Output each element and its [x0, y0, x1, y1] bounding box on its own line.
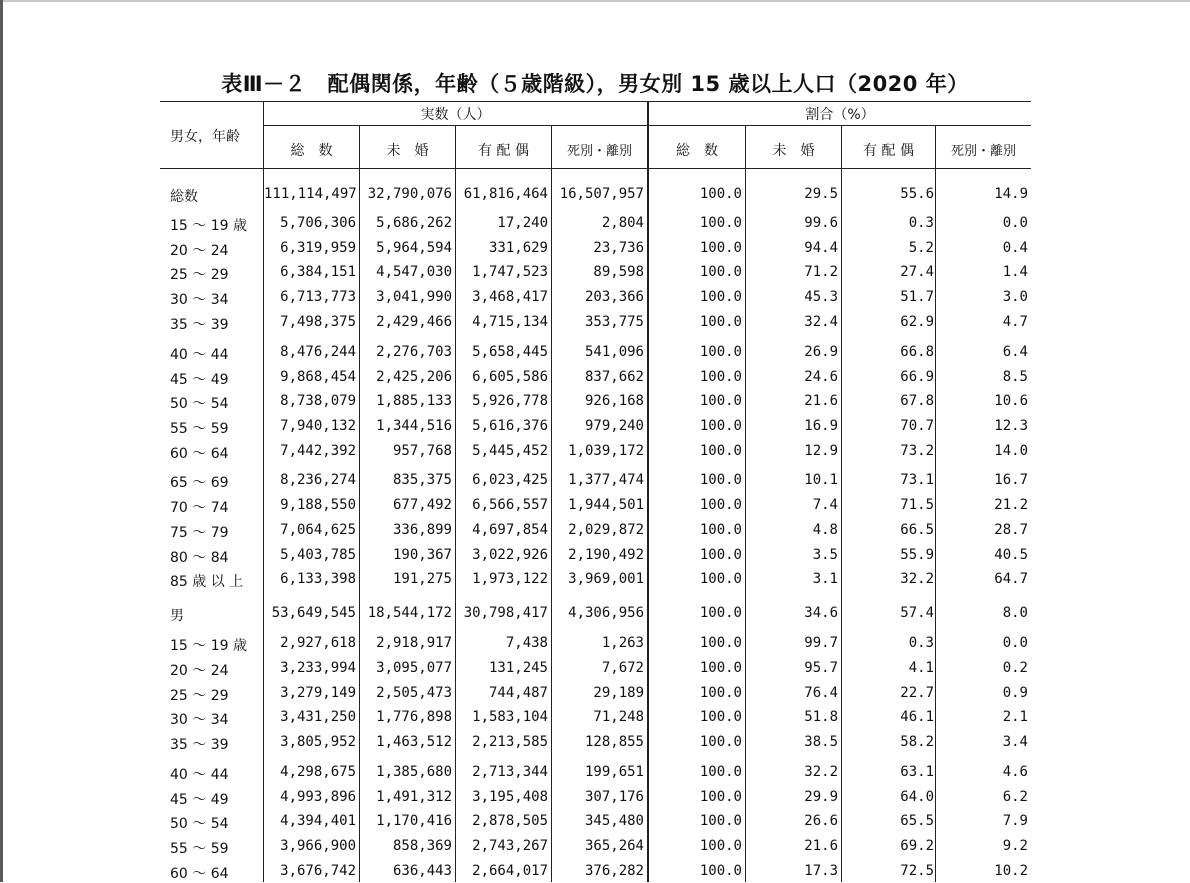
table-cell: 100.0: [699, 571, 742, 587]
row-label: 15 ～ 19 歳: [170, 638, 247, 654]
table-cell: 28.7: [994, 522, 1028, 538]
table-cell: 6,713,773: [280, 289, 356, 305]
table-cell: 99.6: [804, 215, 838, 231]
table-row: [160, 863, 1030, 883]
table-cell: 2,029,872: [568, 522, 644, 538]
table-cell: 10.1: [804, 472, 838, 488]
table-cell: 3,805,952: [280, 734, 356, 750]
row-label: 55 ～ 59: [170, 841, 229, 857]
table-cell: 1,344,516: [376, 418, 452, 434]
table-cell: 26.6: [804, 813, 838, 829]
table-cell: 6,605,586: [472, 369, 548, 385]
table-cell: 0.0: [1002, 215, 1028, 231]
table-cell: 111,114,497: [264, 186, 357, 202]
table-cell: 100.0: [699, 472, 742, 488]
table-cell: 10.6: [994, 393, 1028, 409]
table-cell: 8.5: [1002, 369, 1028, 385]
table-cell: 100.0: [699, 215, 742, 231]
table-cell: 0.4: [1002, 240, 1028, 256]
table-cell: 8,738,079: [280, 393, 356, 409]
table-cell: 5,616,376: [472, 418, 548, 434]
table-cell: 66.5: [900, 522, 934, 538]
row-label: 20 ～ 24: [170, 243, 229, 259]
table-row: [160, 547, 1030, 567]
table-cell: 7,940,132: [280, 418, 356, 434]
table-cell: 979,240: [584, 418, 644, 434]
table-cell: 2,190,492: [568, 547, 644, 563]
table-cell: 100.0: [699, 314, 742, 330]
table-cell: 30,798,417: [463, 605, 548, 621]
col-header-total: 総 数: [290, 143, 333, 159]
row-label: 75 ～ 79: [170, 525, 229, 541]
table-row: [160, 789, 1030, 809]
table-cell: 1,377,474: [568, 472, 644, 488]
table-cell: 1,039,172: [568, 443, 644, 459]
table-cell: 1,944,501: [568, 497, 644, 513]
table-row: [160, 709, 1030, 729]
table-cell: 5.2: [908, 240, 934, 256]
table-cell: 5,403,785: [280, 547, 356, 563]
table-row: [160, 734, 1030, 754]
row-label: 男: [170, 608, 184, 624]
table-cell: 100.0: [699, 709, 742, 725]
col-header-ratio-married: 有 配 偶: [863, 143, 914, 159]
table-cell: 835,375: [392, 472, 452, 488]
table-cell: 8.0: [1002, 605, 1028, 621]
table-cell: 32.4: [804, 314, 838, 330]
table-cell: 3,195,408: [472, 789, 548, 805]
table-cell: 66.8: [900, 344, 934, 360]
table-cell: 858,369: [392, 838, 452, 854]
table-cell: 14.9: [994, 186, 1028, 202]
table-cell: 199,651: [584, 764, 644, 780]
table-cell: 1,747,523: [472, 264, 548, 280]
table-cell: 61,816,464: [463, 186, 548, 202]
table-cell: 1,170,416: [376, 813, 452, 829]
table-row: [160, 289, 1030, 309]
table-cell: 17,240: [497, 215, 548, 231]
table-cell: 66.9: [900, 369, 934, 385]
table-cell: 2,213,585: [472, 734, 548, 750]
table-cell: 7.4: [812, 497, 838, 513]
table-row: [160, 418, 1030, 438]
table-cell: 99.7: [804, 635, 838, 651]
table-cell: 5,926,778: [472, 393, 548, 409]
row-label: 25 ～ 29: [170, 688, 229, 704]
table-cell: 58.2: [900, 734, 934, 750]
table-cell: 1,385,680: [376, 764, 452, 780]
row-label: 35 ～ 39: [170, 317, 229, 333]
row-label: 60 ～ 64: [170, 866, 229, 882]
table-cell: 100.0: [699, 264, 742, 280]
table-cell: 95.7: [804, 660, 838, 676]
table-cell: 6.4: [1002, 344, 1028, 360]
table-cell: 7,064,625: [280, 522, 356, 538]
table-cell: 100.0: [699, 547, 742, 563]
ratio-group-header: 割合（%）: [805, 107, 875, 123]
table-cell: 38.5: [804, 734, 838, 750]
table-cell: 4.6: [1002, 764, 1028, 780]
table-cell: 64.7: [994, 571, 1028, 587]
table-row: [160, 838, 1030, 858]
table-cell: 7,438: [505, 635, 548, 651]
table-cell: 16,507,957: [559, 186, 644, 202]
table-cell: 22.7: [900, 685, 934, 701]
table-cell: 100.0: [699, 369, 742, 385]
table-cell: 100.0: [699, 635, 742, 651]
table-cell: 353,775: [584, 314, 644, 330]
table-row: [160, 522, 1030, 542]
table-row: [160, 393, 1030, 413]
table-cell: 4.1: [908, 660, 934, 676]
table-cell: 2,505,473: [376, 685, 452, 701]
table-cell: 71.2: [804, 264, 838, 280]
table-cell: 3,966,900: [280, 838, 356, 854]
table-cell: 0.2: [1002, 660, 1028, 676]
row-label: 15 ～ 19 歳: [170, 218, 247, 234]
table-cell: 331,629: [488, 240, 548, 256]
table-cell: 6,384,151: [280, 264, 356, 280]
table-cell: 1.4: [1002, 264, 1028, 280]
table-cell: 55.6: [900, 186, 934, 202]
counts-group-header: 実数（人）: [420, 107, 491, 123]
table-cell: 29,189: [593, 685, 644, 701]
table-row: [160, 764, 1030, 784]
header-bottom-rule: [160, 168, 1031, 169]
table-cell: 2,927,618: [280, 635, 356, 651]
row-label: 70 ～ 74: [170, 500, 229, 516]
table-cell: 45.3: [804, 289, 838, 305]
table-cell: 4,547,030: [376, 264, 452, 280]
table-cell: 8,476,244: [280, 344, 356, 360]
table-row: [160, 635, 1030, 655]
table-cell: 18,544,172: [367, 605, 452, 621]
col-header-ratio-total: 総 数: [676, 143, 718, 159]
col-header-ratio-widowed: 死別・離別: [950, 144, 1016, 159]
table-cell: 73.2: [900, 443, 934, 459]
table-cell: 190,367: [392, 547, 452, 563]
table-cell: 957,768: [392, 443, 452, 459]
row-label: 50 ～ 54: [170, 396, 229, 412]
table-cell: 12.9: [804, 443, 838, 459]
table-cell: 70.7: [900, 418, 934, 434]
row-label: 80 ～ 84: [170, 550, 229, 566]
table-cell: 926,168: [584, 393, 644, 409]
viewer-left-border: [0, 0, 3, 882]
table-cell: 0.9: [1002, 685, 1028, 701]
table-cell: 100.0: [699, 838, 742, 854]
table-cell: 100.0: [699, 497, 742, 513]
table-cell: 2,918,917: [376, 635, 452, 651]
table-cell: 1,263: [601, 635, 644, 651]
table-cell: 94.4: [804, 240, 838, 256]
table-cell: 71,248: [593, 709, 644, 725]
table-cell: 3,969,001: [568, 571, 644, 587]
table-cell: 100.0: [699, 605, 742, 621]
table-cell: 2,664,017: [472, 863, 548, 879]
table-cell: 100.0: [699, 734, 742, 750]
table-cell: 24.6: [804, 369, 838, 385]
table-cell: 100.0: [699, 863, 742, 879]
table-cell: 307,176: [584, 789, 644, 805]
table-cell: 1,973,122: [472, 571, 548, 587]
table-cell: 8,236,274: [280, 472, 356, 488]
table-cell: 2,743,267: [472, 838, 548, 854]
table-cell: 26.9: [804, 344, 838, 360]
table-cell: 100.0: [699, 393, 742, 409]
table-cell: 4,306,956: [568, 605, 644, 621]
table-cell: 3,431,250: [280, 709, 356, 725]
table-row: [160, 497, 1030, 517]
table-row: [160, 443, 1030, 463]
table-cell: 7,672: [601, 660, 644, 676]
table-cell: 63.1: [900, 764, 934, 780]
table-cell: 4,298,675: [280, 764, 356, 780]
table-cell: 2.1: [1002, 709, 1028, 725]
table-cell: 191,275: [392, 571, 452, 587]
table-row: [160, 264, 1030, 284]
table-cell: 3.1: [812, 571, 838, 587]
table-cell: 9,188,550: [280, 497, 356, 513]
table-cell: 100.0: [699, 344, 742, 360]
table-cell: 1,491,312: [376, 789, 452, 805]
table-cell: 0.0: [1002, 635, 1028, 651]
table-cell: 69.2: [900, 838, 934, 854]
table-cell: 6,133,398: [280, 571, 356, 587]
table-row: [160, 660, 1030, 680]
table-cell: 3,041,990: [376, 289, 452, 305]
viewer-top-border: [0, 0, 1190, 2]
table-cell: 32.2: [900, 571, 934, 587]
row-label: 85 歳 以 上: [170, 574, 244, 590]
row-label: 20 ～ 24: [170, 663, 229, 679]
table-cell: 12.3: [994, 418, 1028, 434]
row-label: 30 ～ 34: [170, 292, 229, 308]
table-cell: 6,023,425: [472, 472, 548, 488]
row-label: 30 ～ 34: [170, 712, 229, 728]
table-row: [160, 685, 1030, 705]
table-cell: 2,878,505: [472, 813, 548, 829]
table-cell: 9.2: [1002, 838, 1028, 854]
table-cell: 376,282: [584, 863, 644, 879]
table-cell: 4,394,401: [280, 813, 356, 829]
table-cell: 46.1: [900, 709, 934, 725]
table-cell: 76.4: [804, 685, 838, 701]
table-cell: 21.2: [994, 497, 1028, 513]
row-label: 55 ～ 59: [170, 421, 229, 437]
table-row: [160, 215, 1030, 235]
table-cell: 67.8: [900, 393, 934, 409]
col-header-widowed: 死別・離別: [566, 144, 632, 159]
table-cell: 4.7: [1002, 314, 1028, 330]
table-cell: 62.9: [900, 314, 934, 330]
table-cell: 73.1: [900, 472, 934, 488]
table-cell: 4,697,854: [472, 522, 548, 538]
table-cell: 100.0: [699, 186, 742, 202]
row-label: 60 ～ 64: [170, 446, 229, 462]
table-cell: 0.3: [908, 635, 934, 651]
row-label: 25 ～ 29: [170, 267, 229, 283]
table-cell: 2,713,344: [472, 764, 548, 780]
row-label: 35 ～ 39: [170, 737, 229, 753]
table-cell: 3,279,149: [280, 685, 356, 701]
table-cell: 100.0: [699, 685, 742, 701]
table-cell: 10.2: [994, 863, 1028, 879]
table-cell: 16.9: [804, 418, 838, 434]
table-cell: 5,445,452: [472, 443, 548, 459]
table-cell: 7,498,375: [280, 314, 356, 330]
table-cell: 4,715,134: [472, 314, 548, 330]
table-cell: 345,480: [584, 813, 644, 829]
table-cell: 6,319,959: [280, 240, 356, 256]
table-cell: 131,245: [488, 660, 548, 676]
table-row: [160, 813, 1030, 833]
row-label: 50 ～ 54: [170, 816, 229, 832]
table-row: [160, 472, 1030, 492]
table-cell: 29.9: [804, 789, 838, 805]
table-cell: 3,468,417: [472, 289, 548, 305]
table-cell: 3.0: [1002, 289, 1028, 305]
table-cell: 100.0: [699, 660, 742, 676]
table-cell: 64.0: [900, 789, 934, 805]
table-cell: 100.0: [699, 789, 742, 805]
table-cell: 7.9: [1002, 813, 1028, 829]
table-cell: 1,463,512: [376, 734, 452, 750]
row-label-header: 男女，年齢: [170, 129, 240, 145]
col-header-ratio-unmarried: 未 婚: [772, 143, 815, 159]
table-cell: 27.4: [900, 264, 934, 280]
table-cell: 2,429,466: [376, 314, 452, 330]
table-cell: 203,366: [584, 289, 644, 305]
row-label: 65 ～ 69: [170, 475, 229, 491]
table-cell: 17.3: [804, 863, 838, 879]
table-cell: 89,598: [593, 264, 644, 280]
table-cell: 32.2: [804, 764, 838, 780]
table-row: [160, 240, 1030, 260]
row-label: 総数: [170, 189, 198, 205]
table-cell: 100.0: [699, 443, 742, 459]
table-cell: 40.5: [994, 547, 1028, 563]
row-label: 45 ～ 49: [170, 372, 229, 388]
table-cell: 636,443: [392, 863, 452, 879]
table-cell: 837,662: [584, 369, 644, 385]
table-cell: 3,676,742: [280, 863, 356, 879]
table-cell: 51.7: [900, 289, 934, 305]
table-cell: 14.0: [994, 443, 1028, 459]
table-cell: 0.3: [908, 215, 934, 231]
table-cell: 55.9: [900, 547, 934, 563]
table-row: [160, 186, 1030, 206]
table-cell: 71.5: [900, 497, 934, 513]
table-cell: 744,487: [488, 685, 548, 701]
col-header-unmarried: 未 婚: [386, 143, 429, 159]
table-cell: 3,022,926: [472, 547, 548, 563]
table-cell: 34.6: [804, 605, 838, 621]
table-cell: 21.6: [804, 393, 838, 409]
table-cell: 5,706,306: [280, 215, 356, 231]
table-row: [160, 369, 1030, 389]
table-cell: 16.7: [994, 472, 1028, 488]
table-cell: 51.8: [804, 709, 838, 725]
table-cell: 53,649,545: [271, 605, 356, 621]
table-cell: 9,868,454: [280, 369, 356, 385]
table-cell: 1,885,133: [376, 393, 452, 409]
table-cell: 2,425,206: [376, 369, 452, 385]
table-cell: 100.0: [699, 418, 742, 434]
table-row: [160, 571, 1030, 591]
table-title: 表Ⅲ－２ 配偶関係，年齢（５歳階級），男女別 15 歳以上人口（2020 年）: [221, 72, 969, 96]
table-cell: 100.0: [699, 813, 742, 829]
table-cell: 677,492: [392, 497, 452, 513]
table-cell: 3.4: [1002, 734, 1028, 750]
table-cell: 21.6: [804, 838, 838, 854]
table-cell: 3,233,994: [280, 660, 356, 676]
table-cell: 100.0: [699, 240, 742, 256]
table-cell: 5,658,445: [472, 344, 548, 360]
table-cell: 100.0: [699, 289, 742, 305]
table-row: [160, 605, 1030, 625]
table-cell: 5,964,594: [376, 240, 452, 256]
table-cell: 32,790,076: [367, 186, 452, 202]
table-top-rule: [160, 101, 1031, 102]
table-cell: 6.2: [1002, 789, 1028, 805]
table-cell: 3.5: [812, 547, 838, 563]
table-row: [160, 344, 1030, 364]
table-cell: 3,095,077: [376, 660, 452, 676]
table-row: [160, 314, 1030, 334]
table-cell: 336,899: [392, 522, 452, 538]
table-cell: 1,776,898: [376, 709, 452, 725]
table-cell: 2,804: [601, 215, 644, 231]
table-cell: 4,993,896: [280, 789, 356, 805]
row-label: 40 ～ 44: [170, 347, 229, 363]
table-cell: 65.5: [900, 813, 934, 829]
table-cell: 7,442,392: [280, 443, 356, 459]
table-cell: 100.0: [699, 522, 742, 538]
table-cell: 29.5: [804, 186, 838, 202]
row-label: 40 ～ 44: [170, 767, 229, 783]
table-cell: 1,583,104: [472, 709, 548, 725]
table-cell: 72.5: [900, 863, 934, 879]
col-header-married: 有 配 偶: [478, 143, 529, 159]
table-cell: 57.4: [900, 605, 934, 621]
row-label: 45 ～ 49: [170, 792, 229, 808]
table-cell: 541,096: [584, 344, 644, 360]
table-cell: 4.8: [812, 522, 838, 538]
table-cell: 5,686,262: [376, 215, 452, 231]
table-cell: 128,855: [584, 734, 644, 750]
table-cell: 100.0: [699, 764, 742, 780]
table-cell: 2,276,703: [376, 344, 452, 360]
table-cell: 23,736: [593, 240, 644, 256]
table-cell: 6,566,557: [472, 497, 548, 513]
table-cell: 365,264: [584, 838, 644, 854]
